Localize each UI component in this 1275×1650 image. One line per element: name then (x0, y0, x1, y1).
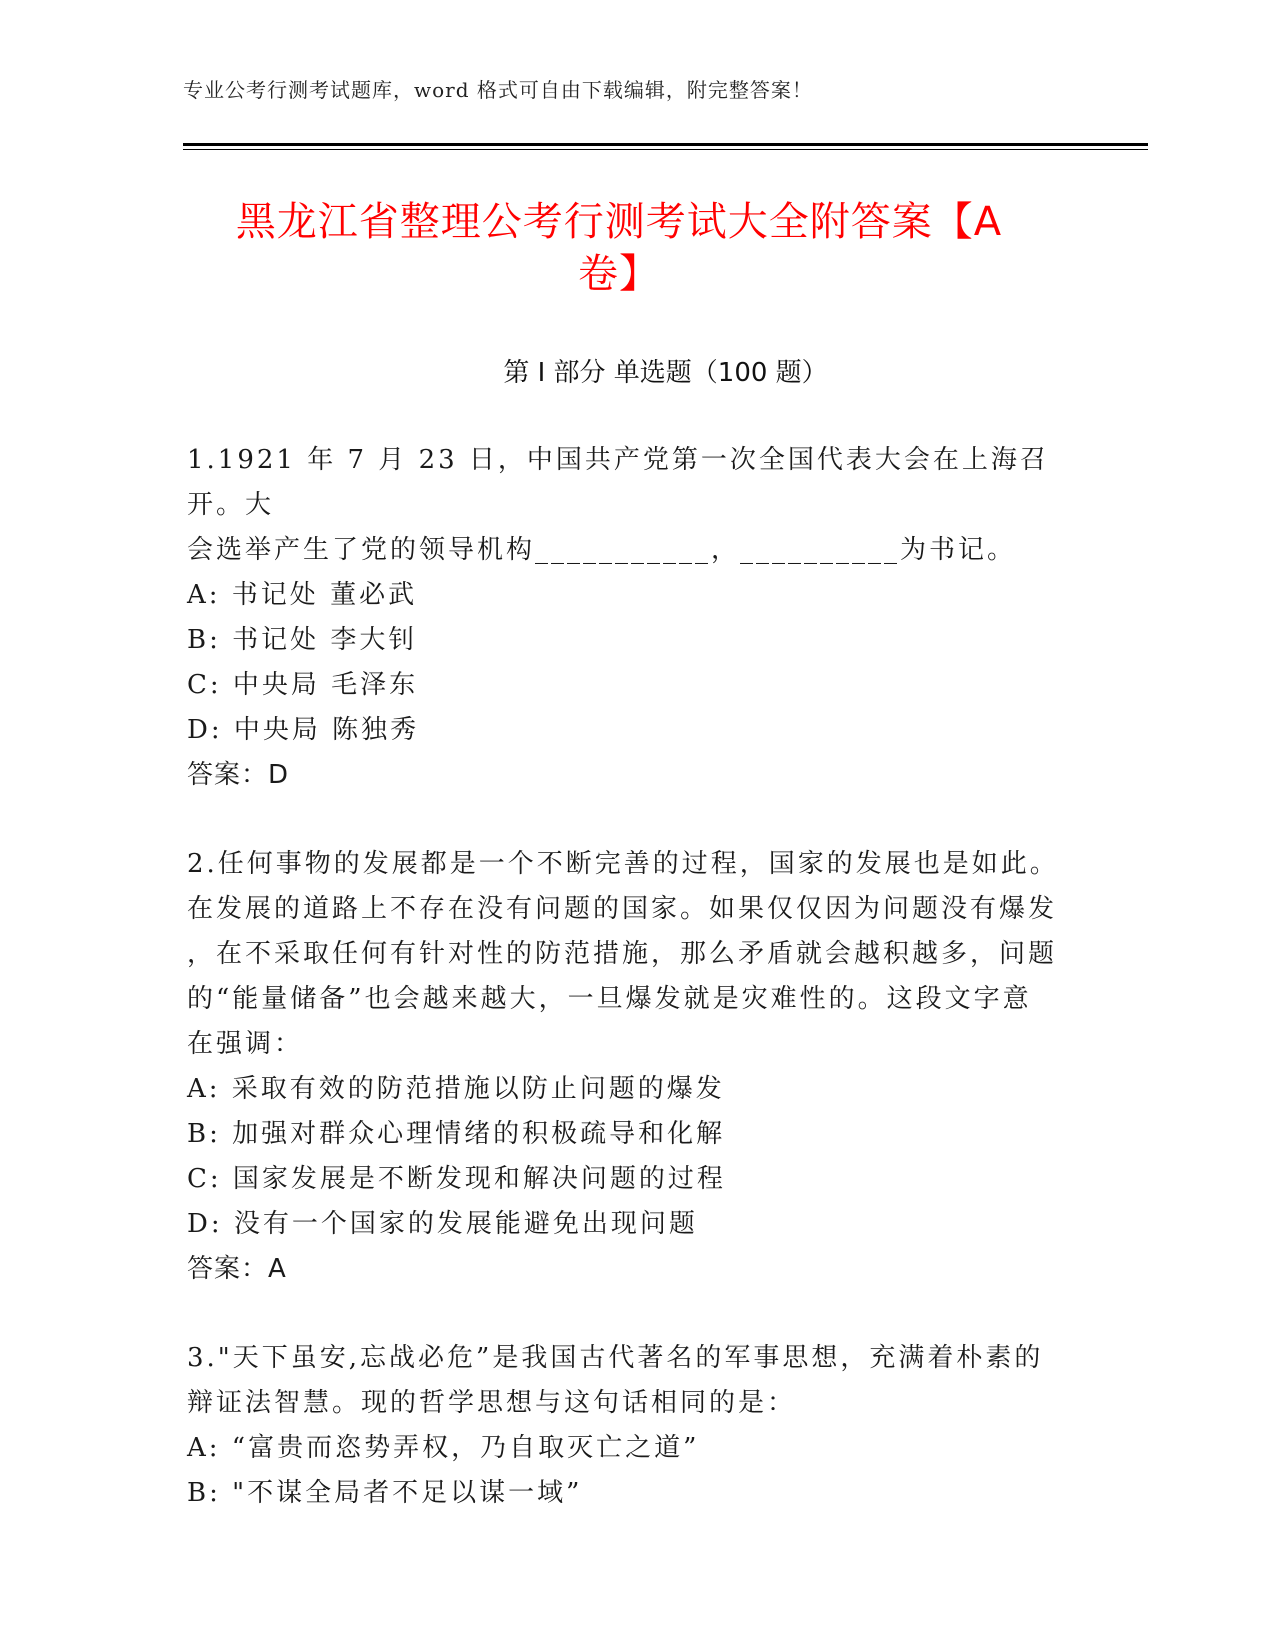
section-heading: 第 I 部分 单选题（100 题） (503, 358, 828, 388)
question-1-text-line: 会选举产生了党的领导机构___________，__________为书记。 (187, 535, 1017, 565)
question-3 (187, 1336, 1067, 1516)
question-3-text-line: 3."天下虽安,忘战必危”是我国古代著名的军事思想，充满着朴素的 (187, 1343, 1044, 1373)
question-2-text-line: 在强调： (187, 1029, 304, 1059)
question-2-option-c: C: 国家发展是不断发现和解决问题的过程 (187, 1164, 726, 1194)
question-3-option-a: A: “富贵而恣势弄权，乃自取灭亡之道” (187, 1433, 700, 1463)
header-rule-thin (183, 149, 1148, 150)
document-title (183, 196, 1055, 300)
question-2-option-b: B: 加强对群众心理情绪的积极疏导和化解 (187, 1119, 726, 1149)
question-1 (187, 438, 1067, 798)
question-2-answer: 答案：A (187, 1254, 287, 1284)
document-title-line-2: 卷】 (578, 251, 660, 297)
question-1-option-b: B: 书记处 李大钊 (187, 625, 418, 655)
question-2-option-a: A: 采取有效的防范措施以防止问题的爆发 (187, 1074, 725, 1104)
document-title-line-1: 黑龙江省整理公考行测考试大全附答案【A (235, 199, 1003, 245)
header-note: 专业公考行测考试题库，word 格式可自由下载编辑，附完整答案！ (183, 78, 813, 102)
header-rule-thick (183, 143, 1148, 146)
question-1-option-c: C: 中央局 毛泽东 (187, 670, 419, 700)
question-3-option-b: B: "不谋全局者不足以谋一域” (187, 1478, 583, 1508)
question-3-text-line: 辩证法智慧。现的哲学思想与这句话相同的是： (187, 1388, 797, 1418)
question-2 (187, 842, 1067, 1292)
question-1-answer: 答案：D (187, 760, 290, 790)
question-1-option-a: A: 书记处 董必武 (187, 580, 418, 610)
question-list (187, 438, 1067, 1560)
question-1-option-d: D: 中央局 陈独秀 (187, 715, 420, 745)
question-1-text-line: 1.1921 年 7 月 23 日，中国共产党第一次全国代表大会在上海召开。大 (187, 445, 1049, 520)
question-2-text-line: 的“能量储备”也会越来越大，一旦爆发就是灾难性的。这段文字意 (187, 984, 1032, 1014)
question-2-option-d: D: 没有一个国家的发展能避免出现问题 (187, 1209, 698, 1239)
question-2-text-line: 在发展的道路上不存在没有问题的国家。如果仅仅因为问题没有爆发 (187, 894, 1058, 924)
question-2-text-line: 2.任何事物的发展都是一个不断完善的过程，国家的发展也是如此。 (187, 849, 1059, 879)
question-2-text-line: ，在不采取任何有针对性的防范措施，那么矛盾就会越积越多，问题 (187, 939, 1058, 969)
